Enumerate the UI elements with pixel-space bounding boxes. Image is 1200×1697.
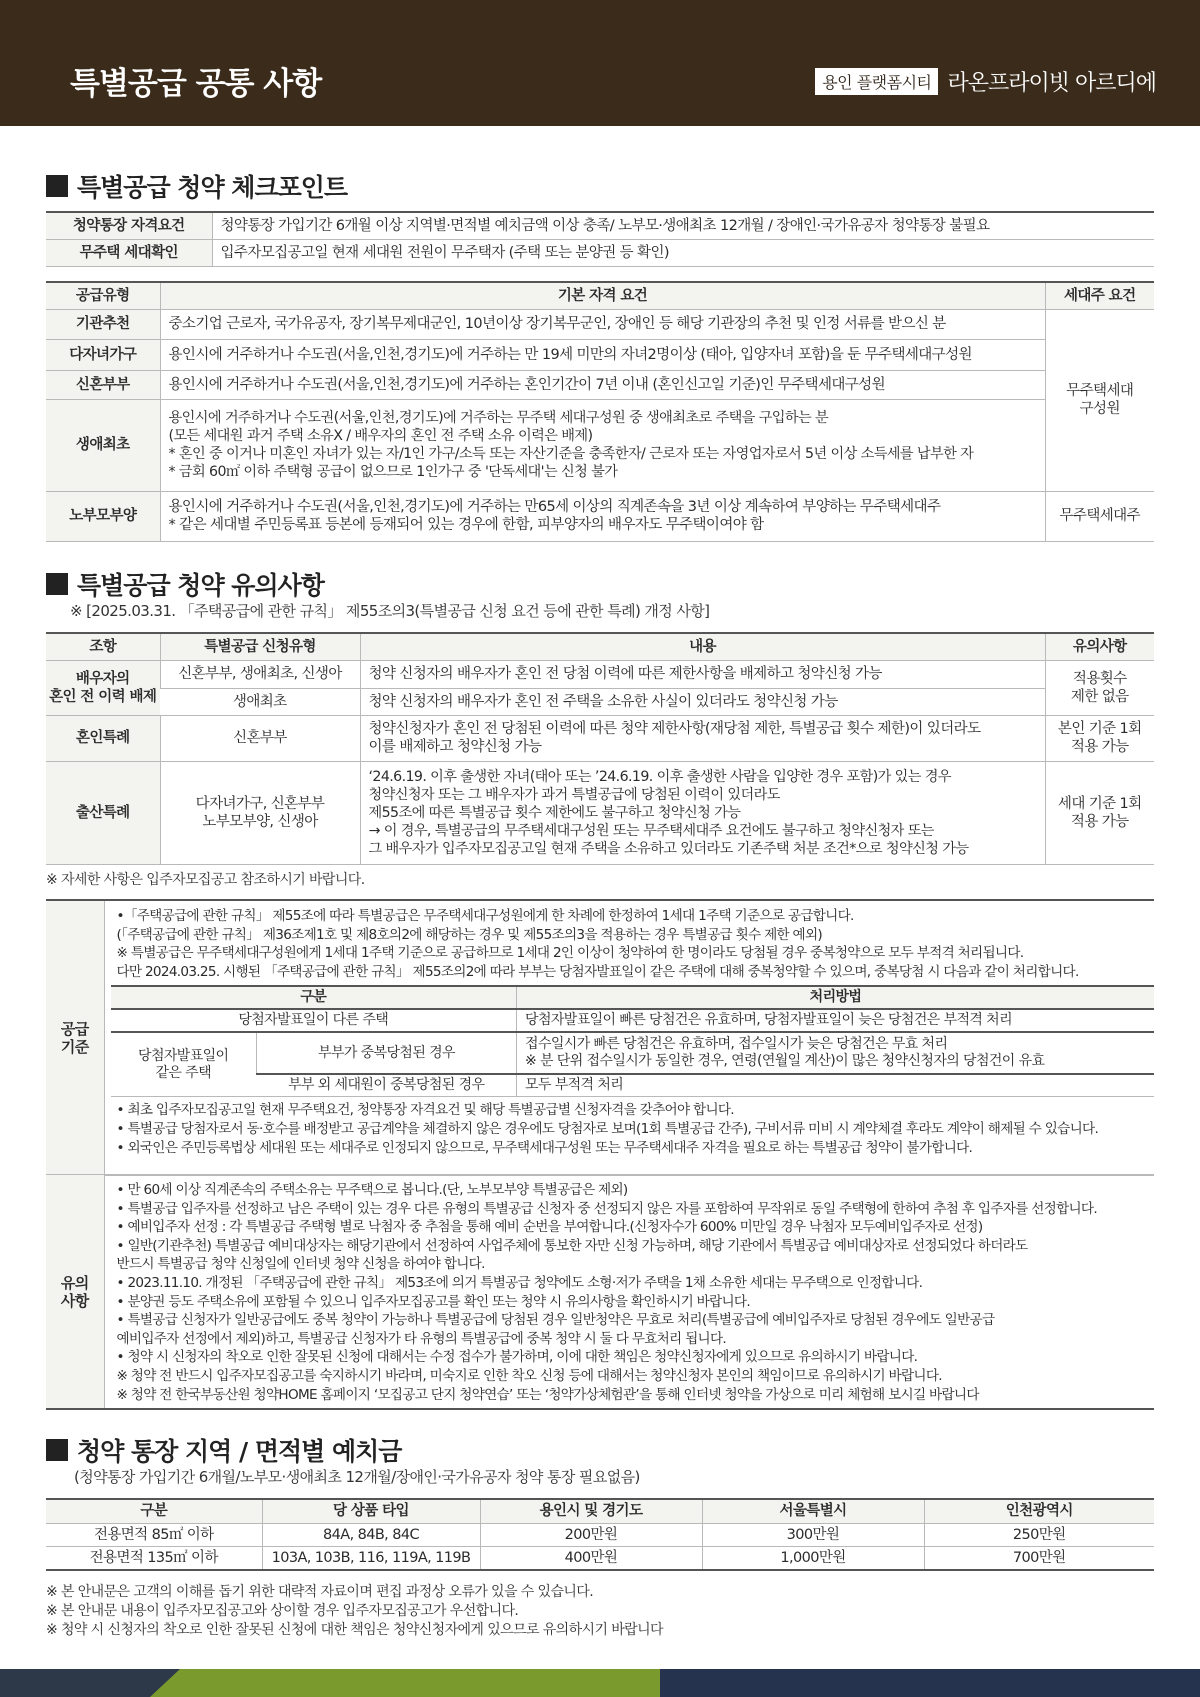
box-label: 유의 사항 — [46, 1175, 104, 1410]
brand-block — [815, 66, 1156, 97]
column-header: 세대주 요건 — [1045, 282, 1154, 309]
supply-type: 신혼부부 — [46, 370, 160, 399]
method-cell: 당첨자발표일이 빠른 당첨건은 유효하며, 당첨자발표일이 늦은 당첨건은 부적격 처리 — [517, 1009, 1154, 1032]
footer-band-dark — [0, 1669, 180, 1697]
table-cell: 250만원 — [924, 1523, 1154, 1546]
column-header: 처리방법 — [517, 986, 1154, 1009]
section-title-text: 특별공급 청약 체크포인트 — [77, 173, 348, 202]
special-case-table — [46, 632, 1154, 865]
supply-type: 기관추천 — [46, 309, 160, 339]
apply-type: 생애최초 — [160, 688, 360, 715]
content-cell: 청약 신청자의 배우자가 혼인 전 당첨 이력에 따른 제한사항을 배제하고 청약신청 가능 — [360, 660, 1045, 688]
supply-standard-text: •「주택공급에 관한 규칙」 제55조에 따라 특별공급은 무주택세대구성원에게 한 차례에 한정하여 1세대 1주택 기준으로 공급합니다. (「주택공급에 관한 규칙」 제36조제1호 및 제8호의2에 해당하는 경우 및 제55조의3을 적용하는 경우 특별공급 횟수 제한 예외) ※ 특별공급은 무주택세대구성원에게 1세대 1주택 기준으로 공급하므로 1세대 2인 이상이 청약하여 한 명이라도 당첨될 경우 중복청약으로 모두 부적격 처리됩니다. 다만 2024.03.25. 시행된 「주택공급에 관한 규칙」 제55조의2에 따라 부부는 당첨자발표일이 같은 주택에 대해 중복청약할 수 있으며, 중복당첨 시 다음과 같이 처리합니다. — [116, 908, 1079, 980]
note-cell: 본인 기준 1회 적용 가능 — [1045, 715, 1154, 761]
table-header-row — [46, 282, 1154, 309]
category-cell: 당첨자발표일이 같은 주택 — [111, 1032, 257, 1097]
basic-requirement: 용인시에 거주하거나 수도권(서울,인천,경기도)에 거주하는 만 19세 미만의 자녀2명이상 (태아, 입양자녀 포함)을 둔 무주택세대구성원 — [160, 339, 1045, 370]
table-row — [46, 1546, 1154, 1570]
check-value: 입주자모집공고일 현재 세대원 전원이 무주택자 (주택 또는 분양권 등 확인) — [212, 239, 1154, 266]
table-row — [46, 688, 1154, 715]
table-cell: 300만원 — [702, 1523, 924, 1546]
column-header: 서울특별시 — [702, 1499, 924, 1523]
box-content — [104, 900, 1154, 1175]
precautions-box — [46, 1174, 1154, 1410]
method-cell: 모두 부적격 처리 — [517, 1074, 1154, 1097]
section-title-checkpoint — [46, 168, 347, 204]
basic-requirement: 용인시에 거주하거나 수도권(서울,인천,경기도)에 거주하는 혼인기간이 7년 이내 (혼인신고일 기준)인 무주택세대구성원 — [160, 370, 1045, 399]
table-header-row — [46, 633, 1154, 660]
square-bullet-icon — [46, 573, 68, 595]
basic-requirement: 용인시에 거주하거나 수도권(서울,인천,경기도)에 거주하는 무주택 세대구성원 중 생애최초로 주택을 구입하는 분 (모든 세대원 과거 주택 소유X / 배우자의 혼인 전 주택 소유 이력은 배제) * 혼인 중 이거나 미혼인 자녀가 있는 자/1인 가구/소득 또는 자산기준을 충족한자/ 근로자 또는 자영업자로서 5년 이상 소득세를 납부한 자 * 금회 60㎡ 이하 주택형 공급이 없으므로 1인가구 중 '단독세대'는 신청 불가 — [160, 399, 1045, 491]
column-header: 인천광역시 — [924, 1499, 1154, 1523]
column-header: 기본 자격 요건 — [160, 282, 1045, 309]
basic-requirement: 중소기업 근로자, 국가유공자, 장기복무제대군인, 10년이상 장기복무군인, 장애인 등 해당 기관장의 추천 및 인정 서류를 받으신 분 — [160, 309, 1045, 339]
clause-cell: 배우자의 혼인 전 이력 배제 — [46, 660, 160, 715]
footer-notes: ※ 본 안내문은 고객의 이해를 돕기 위한 대략적 자료이며 편집 과정상 오류가 있을 수 있습니다. ※ 본 안내문 내용이 입주자모집공고와 상이할 경우 입주자모집공고가 우선합니다. ※ 청약 시 신청자의 착오로 인한 잘못된 신청에 대한 책임은 청약신청자에게 있으므로 유의하시기 바랍니다 — [46, 1584, 663, 1638]
table-row — [111, 1074, 1155, 1097]
column-header: 공급유형 — [46, 282, 160, 309]
duplicate-winning-table — [111, 985, 1155, 1097]
household-requirement: 무주택세대주 — [1045, 491, 1154, 541]
subcategory-cell: 부부 외 세대원이 중복당첨된 경우 — [257, 1074, 517, 1097]
section-title-text: 특별공급 청약 유의사항 — [77, 571, 324, 600]
section-title-text: 청약 통장 지역 / 면적별 예치금 — [77, 1437, 402, 1466]
table-row — [46, 212, 1154, 239]
content-cell: 청약신청자가 혼인 전 당첨된 이력에 따른 청약 제한사항(재당첨 제한, 특별공급 횟수 제한)이 있더라도 이를 배제하고 청약신청 가능 — [360, 715, 1045, 761]
column-header: 용인시 및 경기도 — [480, 1499, 702, 1523]
table-cell: 84A, 84B, 84C — [262, 1523, 480, 1546]
supply-standard-bottom-text: • 최초 입주자모집공고일 현재 무주택요건, 청약통장 자격요건 및 해당 특별공급별 신청자격을 갖추어야 합니다. • 특별공급 당첨자로서 동·호수를 배정받고 공급계약을 체결하지 않은 경우에도 당첨자로 보며(1회 특별공급 간주), 구비서류 미비 시 계약체결 후라도 계약이 해제될 수 있습니다. • 외국인은 주민등록법상 세대원 또는 세대주로 인정되지 않으므로, 무주택세대구성원 또는 무주택세대주 자격을 필요로 하는 특별공급 청약이 불가합니다. — [116, 1102, 1099, 1156]
check-table — [46, 211, 1154, 267]
table-row — [46, 309, 1154, 339]
section-subtitle: (청약통장 가입기간 6개월/노부모·생애최초 12개월/장애인·국가유공자 청약 통장 필요없음) — [74, 1468, 640, 1486]
subcategory-cell: 부부가 중복당첨된 경우 — [257, 1032, 517, 1074]
table-row — [111, 1032, 1155, 1074]
table-cell: 200만원 — [480, 1523, 702, 1546]
square-bullet-icon — [46, 175, 68, 197]
content-cell: 청약 신청자의 배우자가 혼인 전 주택을 소유한 사실이 있더라도 청약신청 가능 — [360, 688, 1045, 715]
table-cell: 전용면적 85㎡ 이하 — [46, 1523, 262, 1546]
check-label: 청약통장 자격요건 — [46, 212, 212, 239]
table-row — [46, 491, 1154, 541]
supply-standard-box — [46, 899, 1154, 1176]
footer-band-navy — [660, 1669, 1200, 1697]
method-cell: 접수일시가 빠른 당첨건은 유효하며, 접수일시가 늦은 당첨건은 무효 처리 ※ 분 단위 접수일시가 동일한 경우, 연령(연월일 계산)이 많은 청약신청자의 당첨건이 유효 — [517, 1032, 1154, 1074]
table-row — [46, 761, 1154, 864]
column-header: 내용 — [360, 633, 1045, 660]
note-cell: 세대 기준 1회 적용 가능 — [1045, 761, 1154, 864]
requirements-table — [46, 281, 1154, 542]
section-title-deposit — [46, 1432, 401, 1468]
deposit-table — [46, 1498, 1154, 1571]
brand-name: 라온프라이빗 아르디에 — [947, 71, 1156, 96]
column-header: 특별공급 신청유형 — [160, 633, 360, 660]
table-row — [46, 239, 1154, 266]
square-bullet-icon — [46, 1439, 68, 1461]
table-row — [46, 900, 1154, 1175]
supply-type: 노부모부양 — [46, 491, 160, 541]
table-cell: 700만원 — [924, 1546, 1154, 1570]
supply-type: 다자녀가구 — [46, 339, 160, 370]
footer-decoration — [0, 1669, 1200, 1697]
apply-type: 신혼부부, 생애최초, 신생아 — [160, 660, 360, 688]
content-cell: ‘24.6.19. 이후 출생한 자녀(태아 또는 ’24.6.19. 이후 출생한 사람을 입양한 경우 포함)가 있는 경우 청약신청자 또는 그 배우자가 과거 특별공급에 당첨된 이력이 있더라도 제55조에 따른 특별공급 횟수 제한에도 불구하고 청약신청 가능 → 이 경우, 특별공급의 무주택세대구성원 또는 무주택세대주 요건에도 불구하고 청약신청자 또는 그 배우자가 입주자모집공고일 현재 주택을 소유하고 있더라도 기존주택 처분 조건*으로 청약신청 가능 — [360, 761, 1045, 864]
table-row — [46, 1523, 1154, 1546]
table-cell: 400만원 — [480, 1546, 702, 1570]
table-row — [46, 370, 1154, 399]
footer-band-green — [150, 1669, 670, 1697]
precautions-text: • 만 60세 이상 직계존속의 주택소유는 무주택으로 봅니다.(단, 노부모부양 특별공급은 제외) • 특별공급 입주자를 선정하고 남은 주택이 있는 경우 다른 유형의 특별공급 신청자 중 선정되지 않은 자를 포함하여 무작위로 동일 주택형에 한하여 추첨 후 입주자를 선정합니다. • 예비입주자 선정 : 각 특별공급 주택형 별로 낙첨자 중 추첨을 통해 예비 순번을 부여합니다.(신청자수가 600% 미만일 경우 낙첨자 모두예비입주자로 선정) • 일반(기관추천) 특별공급 예비대상자는 해당기관에서 선정하여 사업주체에 통보한 자만 신청 가능하며, 해당 기관에서 특별공급 예비대상자로 선정되었다 하더라도 반드시 특별공급 청약 신청일에 인터넷 청약 신청을 하여야 합니다. • 2023.11.10. 개정된 「주택공급에 관한 규칙」 제53조에 의거 특별공급 청약에도 소형·저가 주택을 1채 소유한 세대는 무주택으로 인정합니다. • 분양권 등도 주택소유에 포함될 수 있으니 입주자모집공고를 확인 또는 청약 시 유의사항을 확인하시기 바랍니다. • 특별공급 신청자가 일반공급에도 중복 청약이 가능하나 특별공급에 당첨된 경우 일반청약은 무효로 처리(특별공급에 예비입주자로 당첨된 경우에도 일반공급 예비입주자 선정에서 제외)하고, 특별공급 신청자가 타 유형의 특별공급에 중복 청약 시 둘 다 무효처리 됩니다. • 청약 시 신청자의 착오로 인한 잘못된 신청에 대해서는 수정 접수가 불가하며, 이에 대한 책임은 청약신청자에게 있으므로 유의하시기 바랍니다. ※ 청약 전 반드시 입주자모집공고를 숙지하시기 바라며, 미숙지로 인한 착오 신청 등에 대해서는 청약신청자 본인의 책임이므로 유의하시기 바랍니다. ※ 청약 전 한국부동산원 청약HOME 홈페이지 ‘모집공고 단지 청약연습’ 또는 ‘청약가상체험관’을 통해 인터넷 청약을 가상으로 미리 체험해 보시길 바랍니다 — [116, 1182, 1097, 1403]
table-row — [46, 1175, 1154, 1410]
category-cell: 당첨자발표일이 다른 주택 — [111, 1009, 517, 1032]
table-cell: 103A, 103B, 116, 119A, 119B — [262, 1546, 480, 1570]
table-row — [111, 1009, 1155, 1032]
page-header — [0, 0, 1200, 126]
page-title: 특별공급 공통 사항 — [70, 66, 322, 102]
table-cell: 전용면적 135㎡ 이하 — [46, 1546, 262, 1570]
table-row — [46, 660, 1154, 688]
table-header-row — [46, 1499, 1154, 1523]
column-header: 구분 — [111, 986, 517, 1009]
check-value: 청약통장 가입기간 6개월 이상 지역별·면적별 예치금액 이상 충족/ 노부모·생애최초 12개월 / 장애인·국가유공자 청약통장 불필요 — [212, 212, 1154, 239]
column-header: 구분 — [46, 1499, 262, 1523]
brand-tag: 용인 플랫폼시티 — [815, 68, 938, 95]
box-content — [104, 1175, 1154, 1410]
table-cell: 1,000만원 — [702, 1546, 924, 1570]
footnote: ※ 자세한 사항은 입주자모집공고 참조하시기 바랍니다. — [46, 872, 365, 888]
supply-type: 생애최초 — [46, 399, 160, 491]
clause-cell: 혼인특례 — [46, 715, 160, 761]
section-title-notice — [46, 566, 324, 602]
apply-type: 다자녀가구, 신혼부부 노부모부양, 신생아 — [160, 761, 360, 864]
table-header-row — [111, 986, 1155, 1009]
check-label: 무주택 세대확인 — [46, 239, 212, 266]
box-label: 공급 기준 — [46, 900, 104, 1175]
household-requirement: 무주택세대 구성원 — [1045, 309, 1154, 491]
apply-type: 신혼부부 — [160, 715, 360, 761]
column-header: 당 상품 타입 — [262, 1499, 480, 1523]
column-header: 유의사항 — [1045, 633, 1154, 660]
column-header: 조항 — [46, 633, 160, 660]
note-cell: 적용횟수 제한 없음 — [1045, 660, 1154, 715]
table-row — [46, 715, 1154, 761]
basic-requirement: 용인시에 거주하거나 수도권(서울,인천,경기도)에 거주하는 만65세 이상의 직계존속을 3년 이상 계속하여 부양하는 무주택세대주 * 같은 세대별 주민등록표 등본에 등재되어 있는 경우에 한함, 피부양자의 배우자도 무주택이여야 함 — [160, 491, 1045, 541]
section-subtitle: ※ [2025.03.31. 「주택공급에 관한 규칙」 제55조의3(특별공급 신청 요건 등에 관한 특례) 개정 사항] — [70, 602, 710, 620]
table-row — [46, 339, 1154, 370]
clause-cell: 출산특례 — [46, 761, 160, 864]
table-row — [46, 399, 1154, 491]
